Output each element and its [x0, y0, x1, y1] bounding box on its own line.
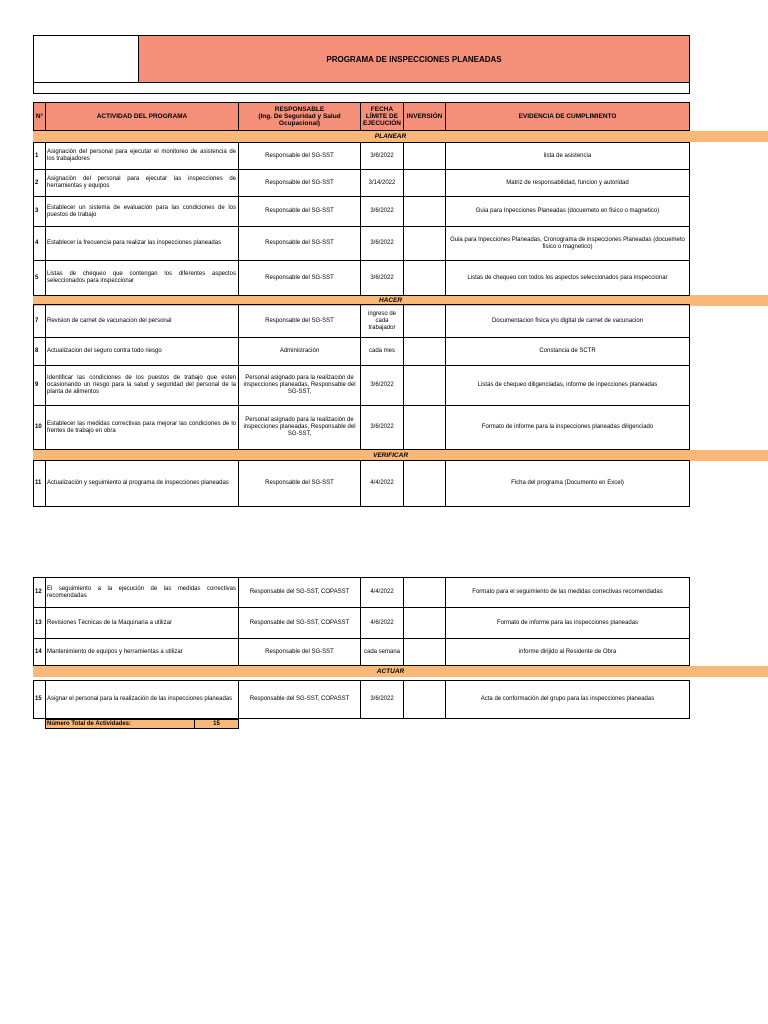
- row-5-activity: Listas de chequeo que contengan los diferentes aspectos seleccionados para inspeccionar: [45, 260, 239, 296]
- row-7-evidence: Documentacion fisica y/o digital de carnet de vacunacion: [445, 304, 690, 338]
- row-12-investment: [403, 577, 446, 608]
- row-15-evidence: Acta de conformación del grupo para las inspecciones planeadas: [445, 680, 690, 719]
- section-label: VERIFICAR: [372, 452, 409, 459]
- row-5-date: 3/6/2022: [360, 260, 404, 296]
- row-11-investment: [403, 460, 446, 507]
- row-10-responsible: Personal asignado para la realización de inspecciones planeadas, Responsable del SG-SST,: [238, 405, 361, 450]
- section-label: ACTUAR: [376, 668, 405, 675]
- row-11-n: 11: [33, 460, 46, 507]
- row-15-date: 3/6/2022: [360, 680, 404, 719]
- header-investment: INVERSIÓN: [403, 102, 446, 131]
- row-4-date: 3/6/2022: [360, 226, 404, 261]
- row-8-investment: [403, 337, 446, 366]
- row-9-responsible: Personal asignado para la realización de inspecciones planeadas, Responsable del SG-SST,: [238, 365, 361, 406]
- row-8-n: 8: [33, 337, 46, 366]
- row-3-responsible: Responsable del SG-SST: [238, 196, 361, 227]
- row-1-responsible: Responsable del SG-SST: [238, 142, 361, 170]
- row-3-investment: [403, 196, 446, 227]
- row-7-investment: [403, 304, 446, 338]
- row-14-date: cada semana: [360, 638, 404, 666]
- row-12-n: 12: [33, 577, 46, 608]
- row-14-responsible: Responsable del SG-SST: [238, 638, 361, 666]
- row-3-n: 3: [33, 196, 46, 227]
- row-13-evidence: Formato de informe para las inspecciones planeadas: [445, 607, 690, 639]
- row-8-activity: Actualizacion del seguro contra todo riesgo: [45, 337, 239, 366]
- row-5-n: 5: [33, 260, 46, 296]
- page-title: PROGRAMA DE INSPECCIONES PLANEADAS: [326, 54, 502, 64]
- row-10-date: 3/6/2022: [360, 405, 404, 450]
- row-4-investment: [403, 226, 446, 261]
- row-14-activity: Mantenimiento de equipos y herramientas a utilizar: [45, 638, 239, 666]
- row-7-activity: Revision de carnet de vacunacion del personal: [45, 304, 239, 338]
- row-15-activity: Asignar el personal para la realización de las inspecciones planeadas: [45, 680, 239, 719]
- row-2-date: 3/14/2022: [360, 169, 404, 197]
- row-3-activity: Establecer un sistema de evaluación para las condiciones de los puestos de trabajo: [45, 196, 239, 227]
- row-15-n: 15: [33, 680, 46, 719]
- row-5-investment: [403, 260, 446, 296]
- row-4-activity: Establecer la frecuencia para realizar las inspecciones planeadas: [45, 226, 239, 261]
- row-11-date: 4/4/2022: [360, 460, 404, 507]
- row-4-n: 4: [33, 226, 46, 261]
- row-4-responsible: Responsable del SG-SST: [238, 226, 361, 261]
- row-1-activity: Asignación del personal para ejecutar el monitoreo de asistencia de los trabajadores: [45, 142, 239, 170]
- row-12-evidence: Formato para el seguimiento de las medidas correctivas recomendadas: [445, 577, 690, 608]
- row-11-activity: Actualización y seguimiento al programa de inspecciones planeadas: [45, 460, 239, 507]
- row-8-evidence: Constancia de SCTR: [445, 337, 690, 366]
- row-3-evidence: Guia para Inpecciones Planeadas (docuemeto en fisico o magnetico): [445, 196, 690, 227]
- row-7-n: 7: [33, 304, 46, 338]
- row-7-responsible: Responsable del SG-SST: [238, 304, 361, 338]
- header-responsible-sub: (Ing. De Seguridad y Salud Ocupacional): [258, 113, 341, 127]
- row-2-n: 2: [33, 169, 46, 197]
- row-13-date: 4/6/2022: [360, 607, 404, 639]
- header-evidence: EVIDENCIA DE CUMPLIMIENTO: [445, 102, 690, 131]
- row-13-investment: [403, 607, 446, 639]
- row-2-responsible: Responsable del SG-SST: [238, 169, 361, 197]
- row-9-n: 9: [33, 365, 46, 406]
- row-4-evidence: Guia para Inpecciones Planeadas, Cronograma de inspecciones Planeadas (docuemeto fisico o magnetico): [445, 226, 690, 261]
- section-planear: [33, 131, 768, 142]
- header-responsible: [238, 102, 361, 131]
- row-3-date: 3/6/2022: [360, 196, 404, 227]
- row-2-evidence: Matriz de responsabilidad, funcion y autoridad: [445, 169, 690, 197]
- row-1-date: 3/6/2022: [360, 142, 404, 170]
- row-14-investment: [403, 638, 446, 666]
- row-1-investment: [403, 142, 446, 170]
- row-2-investment: [403, 169, 446, 197]
- section-label: HACER: [378, 297, 403, 304]
- row-10-investment: [403, 405, 446, 450]
- row-1-n: 1: [33, 142, 46, 170]
- row-1-evidence: lista de asistencia: [445, 142, 690, 170]
- row-9-investment: [403, 365, 446, 406]
- header-date: FECHA LÍMITE DE EJECUCIÓN: [360, 102, 404, 131]
- total-value: 15: [194, 719, 239, 729]
- title-box: [138, 35, 690, 83]
- subtitle-bar: [33, 82, 690, 94]
- row-9-evidence: Listas de chequeo diligenciadas, informe de inpecciones planeadas: [445, 365, 690, 406]
- section-actuar: [33, 666, 768, 677]
- row-9-activity: Identificar las condiciones de los puestos de trabajo que esten ocasionando un riesgo para la salud y seguridad del personal de la planta de alimentos: [45, 365, 239, 406]
- row-12-activity: El seguimiento a la ejecución de las medidas correctivas recomendadas: [45, 577, 239, 608]
- row-10-n: 10: [33, 405, 46, 450]
- row-15-responsible: Responsable del SG-SST, COPASST: [238, 680, 361, 719]
- row-14-n: 14: [33, 638, 46, 666]
- row-9-date: 3/6/2022: [360, 365, 404, 406]
- row-12-responsible: Responsable del SG-SST, COPASST: [238, 577, 361, 608]
- row-7-date: ingreso de cada trabajador: [360, 304, 404, 338]
- total-label: Número Total de Actividades:: [45, 719, 195, 729]
- row-13-responsible: Responsable del SG-SST, COPASST: [238, 607, 361, 639]
- header-num: N°: [33, 102, 46, 131]
- header-responsible-title: RESPONSABLE: [274, 106, 325, 113]
- row-12-date: 4/4/2022: [360, 577, 404, 608]
- row-8-date: cada mes: [360, 337, 404, 366]
- section-label: PLANEAR: [374, 133, 407, 140]
- row-13-activity: Revisiones Técnicas de la Maquinaria a utilizar: [45, 607, 239, 639]
- row-10-evidence: Formato de informe para la inspecciones planeadas diligenciado: [445, 405, 690, 450]
- row-15-investment: [403, 680, 446, 719]
- row-10-activity: Establecer las medidas correctivas para mejorar las condiciones de lo frentes de trabajo en obra: [45, 405, 239, 450]
- row-2-activity: Asignación del personal para ejecutar las inspecciones de herramientas y equipos: [45, 169, 239, 197]
- row-13-n: 13: [33, 607, 46, 639]
- row-14-evidence: informe dirijido al Residente de Obra: [445, 638, 690, 666]
- row-5-responsible: Responsable del SG-SST: [238, 260, 361, 296]
- logo-box: [33, 35, 139, 83]
- row-11-evidence: Ficha del programa (Documento en Excel): [445, 460, 690, 507]
- row-5-evidence: Listas de chequeo con todos los aspectos seleccionados para inspeccionar: [445, 260, 690, 296]
- header-activity: ACTIVIDAD DEL PROGRAMA: [45, 102, 239, 131]
- row-8-responsible: Administración: [238, 337, 361, 366]
- row-11-responsible: Responsable del SG-SST: [238, 460, 361, 507]
